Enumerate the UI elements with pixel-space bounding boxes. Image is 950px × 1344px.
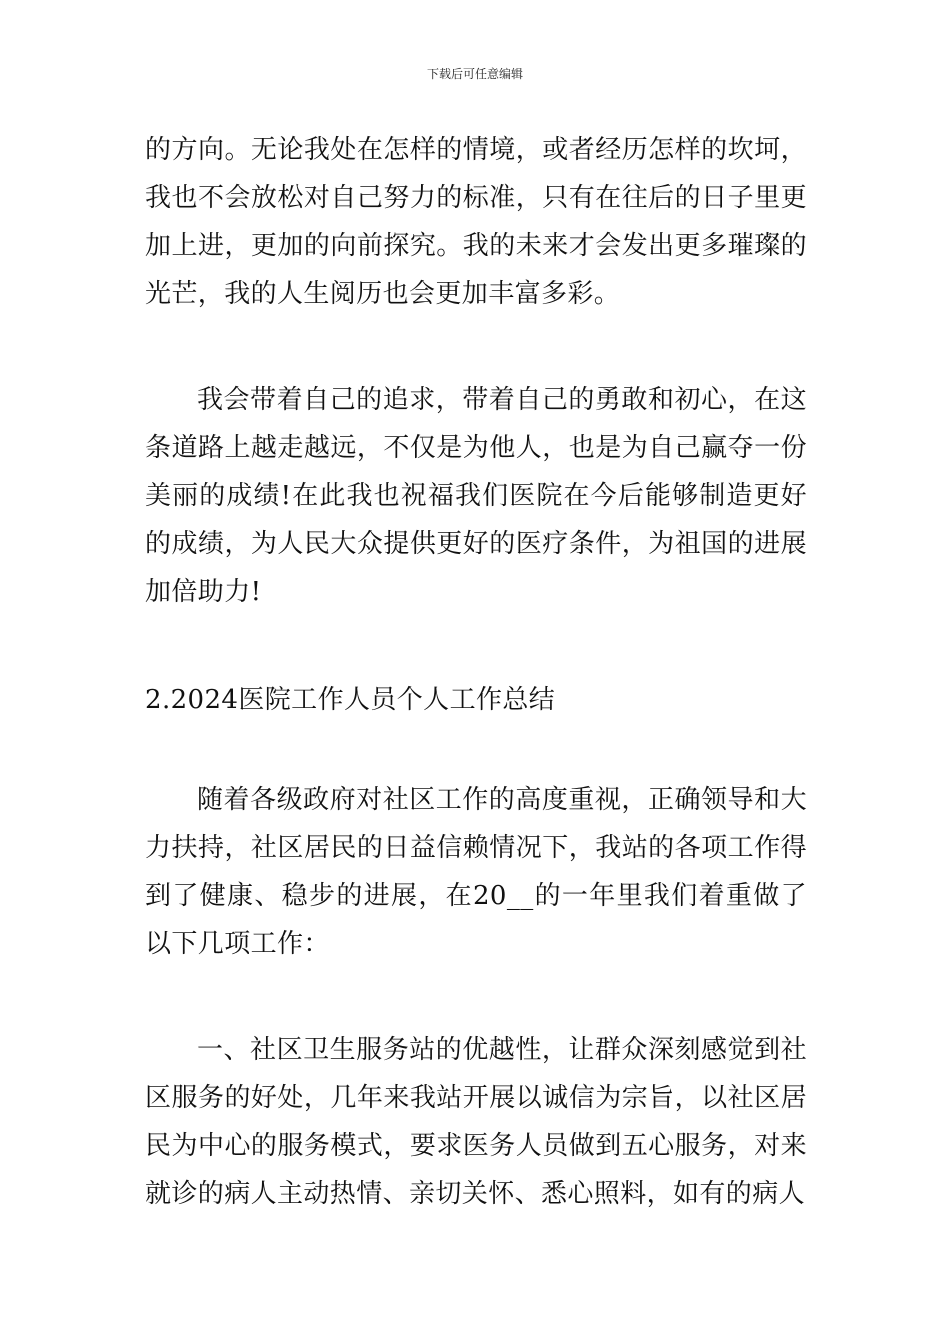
section-heading: 2.2024医院工作人员个人工作总结 — [145, 685, 556, 715]
page-header: 下载后可任意编辑 — [426, 67, 523, 81]
paragraph-continuation: 的方向。无论我处在怎样的情境，或者经历怎样的坎坷，我也不会放松对自己努力的标准，只有在往后的日子里更加上进，更加的向前探究。我的未来才会发出更多璀璨的光芒，我的人生阅历也会更加丰富多彩。 — [145, 135, 807, 309]
paragraph-closing: 我会带着自己的追求，带着自己的勇敢和初心，在这条道路上越走越远，不仅是为他人，也是为自己赢夺一份美丽的成绩!在此我也祝福我们医院在今后能够制造更好的成绩，为人民大众提供更好的医疗条件，为祖国的进展加倍助力! — [145, 385, 807, 607]
paragraph-intro: 随着各级政府对社区工作的高度重视，正确领导和大力扶持，社区居民的日益信赖情况下，我站的各项工作得到了健康、稳步的进展，在20__的一年里我们着重做了以下几项工作： — [145, 785, 807, 959]
paragraph-item-one: 一、社区卫生服务站的优越性，让群众深刻感觉到社区服务的好处，几年来我站开展以诚信为宗旨，以社区居民为中心的服务模式，要求医务人员做到五心服务，对来就诊的病人主动热情、亲切关怀、悉心照料，如有的病人 — [145, 1035, 807, 1209]
